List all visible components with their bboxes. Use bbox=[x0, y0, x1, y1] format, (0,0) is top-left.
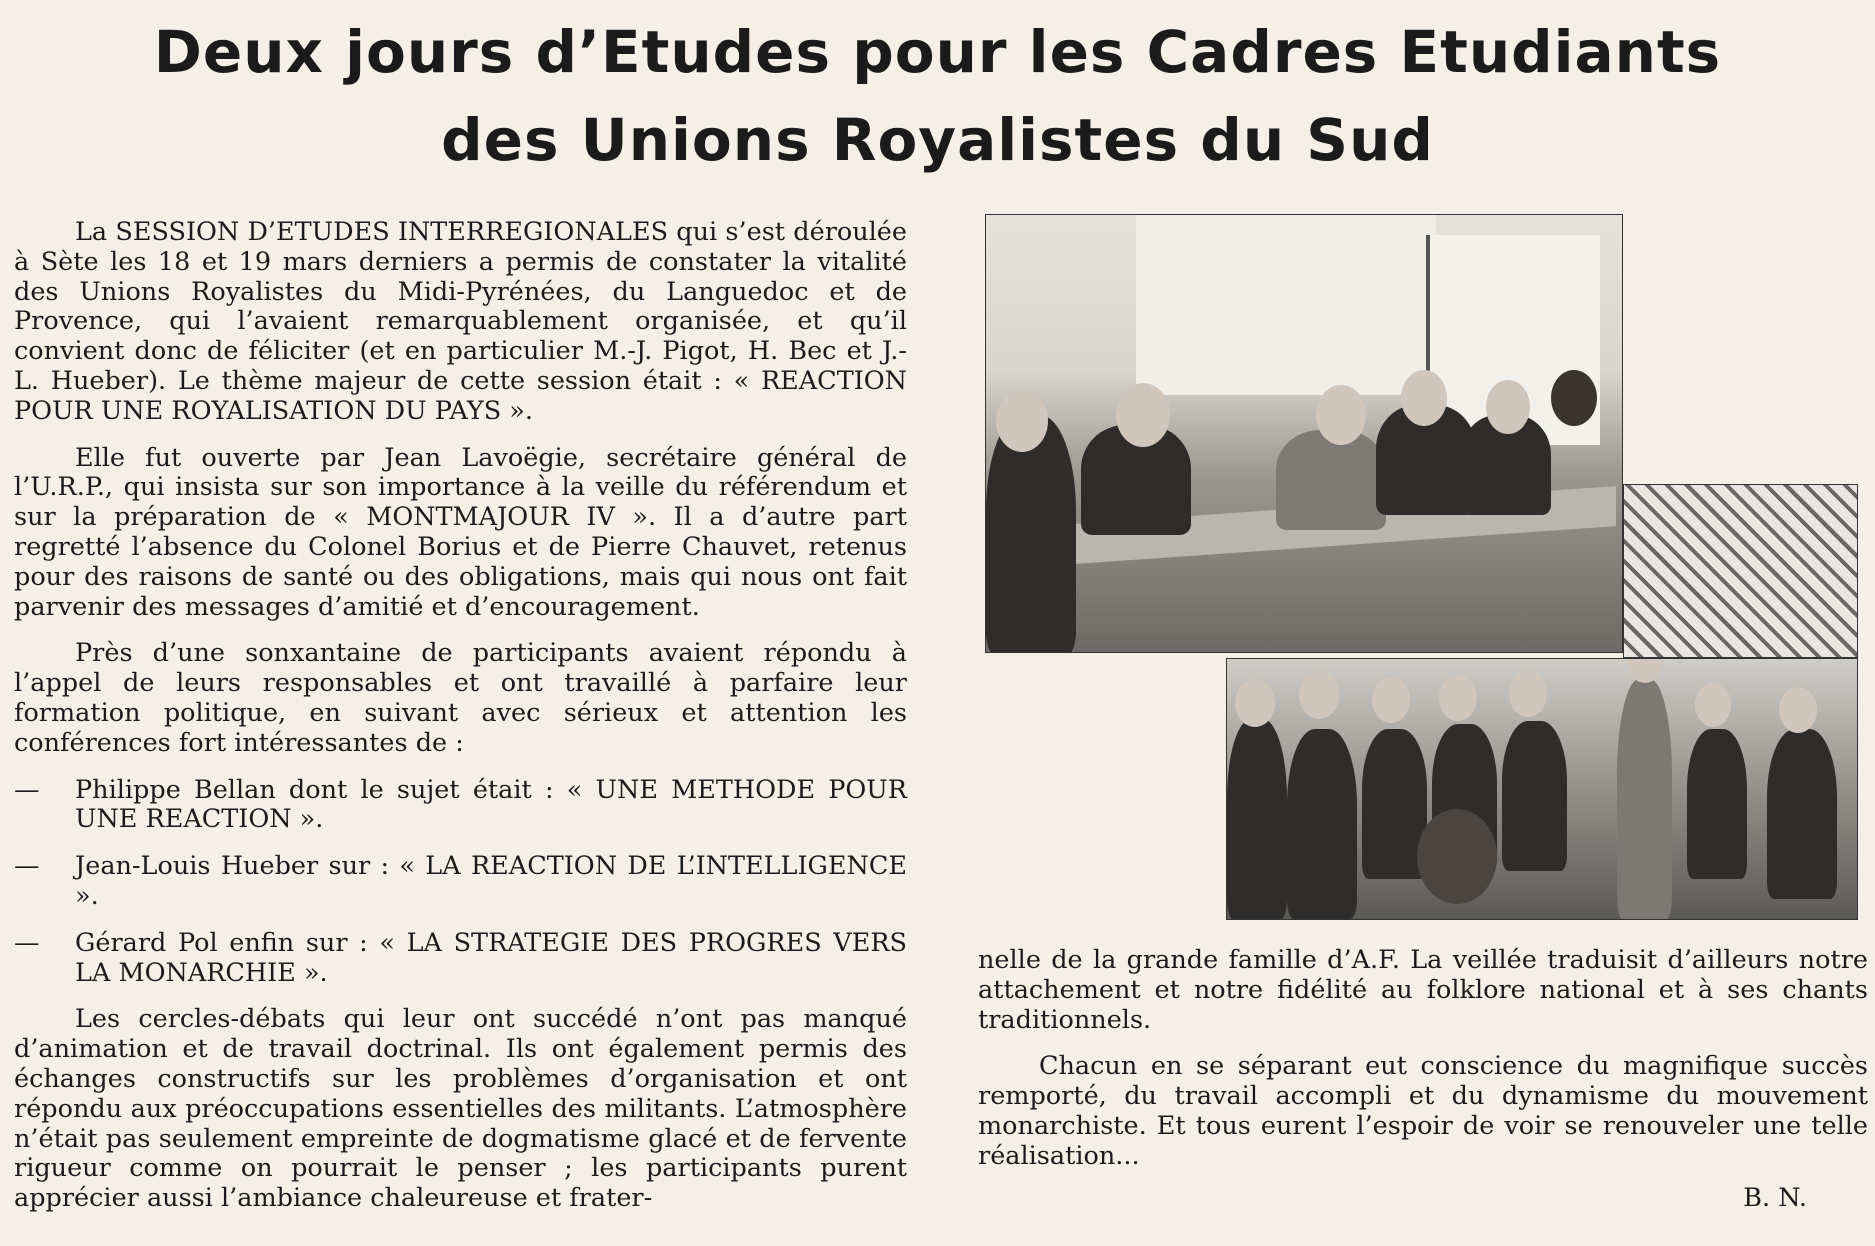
head-shape bbox=[1372, 677, 1410, 723]
left-column bbox=[14, 218, 907, 1231]
list-item bbox=[14, 852, 907, 912]
head-shape bbox=[996, 390, 1048, 452]
photo-audience bbox=[1226, 658, 1858, 920]
article-title bbox=[0, 8, 1875, 184]
person-shape bbox=[1276, 430, 1386, 530]
paragraph-4-continued: nelle de la grande famille d’A.F. La veillée traduisit d’ailleurs notre attachement et notre fidélité au folklore national et à ses chants traditionnels. bbox=[978, 945, 1868, 1035]
person-shape bbox=[1617, 679, 1672, 919]
head-shape bbox=[1627, 658, 1663, 683]
signature: B. N. bbox=[1743, 1183, 1807, 1213]
head-shape bbox=[1401, 370, 1447, 426]
right-column bbox=[978, 946, 1868, 1189]
title-line-1: Deux jours d’Etudes pour les Cadres Etudiants bbox=[153, 18, 1722, 86]
head-shape bbox=[1439, 675, 1477, 721]
title-line-2: des Unions Royalistes du Sud bbox=[441, 106, 1434, 174]
paragraph-4: Les cercles-débats qui leur ont succédé n’ont pas manqué d’animation et de travail doctrinal. Ils ont également permis des échanges constructifs sur les problèmes d’organisation et ont répondu aux préoccupations essentielles des militants. L’atmosphère n’était pas seulement empreinte de dogmatisme glacé et de fervente rigueur comme on pourrait le penser ; les participants purent apprécier aussi l’ambiance chaleureuse et frater- bbox=[14, 1004, 907, 1214]
dash-mark: — bbox=[14, 851, 40, 882]
person-shape bbox=[1687, 729, 1747, 879]
head-shape bbox=[1695, 683, 1731, 727]
paragraph-3: Près d’une sonxantaine de participants avaient répondu à l’appel de leurs responsables et ont travaillé à parfaire leur formation politique, en suivant avec sérieux et attention les conférences fort intéressantes de : bbox=[14, 638, 907, 758]
head-shape bbox=[1116, 383, 1170, 447]
person-shape bbox=[986, 415, 1076, 653]
head-shape bbox=[1486, 380, 1530, 434]
head-shape bbox=[1299, 671, 1339, 719]
lecture-item-3: Gérard Pol enfin sur : « LA STRATEGIE DES PROGRES VERS LA MONARCHIE ». bbox=[75, 927, 907, 988]
window-shape bbox=[1136, 215, 1436, 395]
dash-mark: — bbox=[14, 774, 40, 805]
head-shape bbox=[1551, 370, 1597, 426]
head-shape bbox=[1316, 385, 1366, 445]
person-shape bbox=[1227, 719, 1287, 919]
head-shape bbox=[1417, 809, 1497, 904]
photo-conference-table bbox=[985, 214, 1623, 653]
photo-decorative-panel bbox=[1623, 484, 1858, 658]
paragraph-1: La SESSION D’ETUDES INTERREGIONALES qui s’est déroulée à Sète les 18 et 19 mars derniers a permis de constater la vitalité des Unions Royalistes du Midi-Pyrénées, du Languedoc et de Provence, qui l’avaient remarquablement organisée, et qu’il convient donc de féliciter (et en particulier M.-J. Pigot, H. Bec et J.-L. Hueber). Le thème majeur de cette session était : « REACTION POUR UNE ROYALISATION DU PAYS ». bbox=[14, 217, 907, 426]
lecture-item-1: Philippe Bellan dont le sujet était : « UNE METHODE POUR UNE REACTION ». bbox=[75, 774, 907, 835]
head-shape bbox=[1509, 671, 1547, 717]
head-shape bbox=[1235, 679, 1275, 727]
list-item bbox=[14, 776, 907, 836]
list-item bbox=[14, 929, 907, 989]
person-shape bbox=[1287, 729, 1357, 919]
head-shape bbox=[1779, 687, 1817, 733]
dash-mark: — bbox=[14, 927, 40, 958]
lecture-item-2: Jean-Louis Hueber sur : « LA REACTION DE L’INTELLIGENCE ». bbox=[75, 851, 907, 911]
paragraph-2: Elle fut ouverte par Jean Lavoëgie, secrétaire général de l’U.R.P., qui insista sur son importance à la veille du référendum et sur la préparation de « MONTMAJOUR IV ». Il a d’autre part regretté l’absence du Colonel Borius et de Pierre Chauvet, retenus pour des raisons de santé ou des obligations, mais qui nous ont fait parvenir des messages d’amitié et d’encouragement. bbox=[14, 442, 907, 622]
person-shape bbox=[1767, 729, 1837, 899]
person-shape bbox=[1502, 721, 1567, 871]
paragraph-5: Chacun en se séparant eut conscience du magnifique succès remporté, du travail accompli et du dynamisme du mouvement monarchiste. Et tous eurent l’espoir de voir se renouveler une telle réalisation... bbox=[978, 1051, 1868, 1171]
